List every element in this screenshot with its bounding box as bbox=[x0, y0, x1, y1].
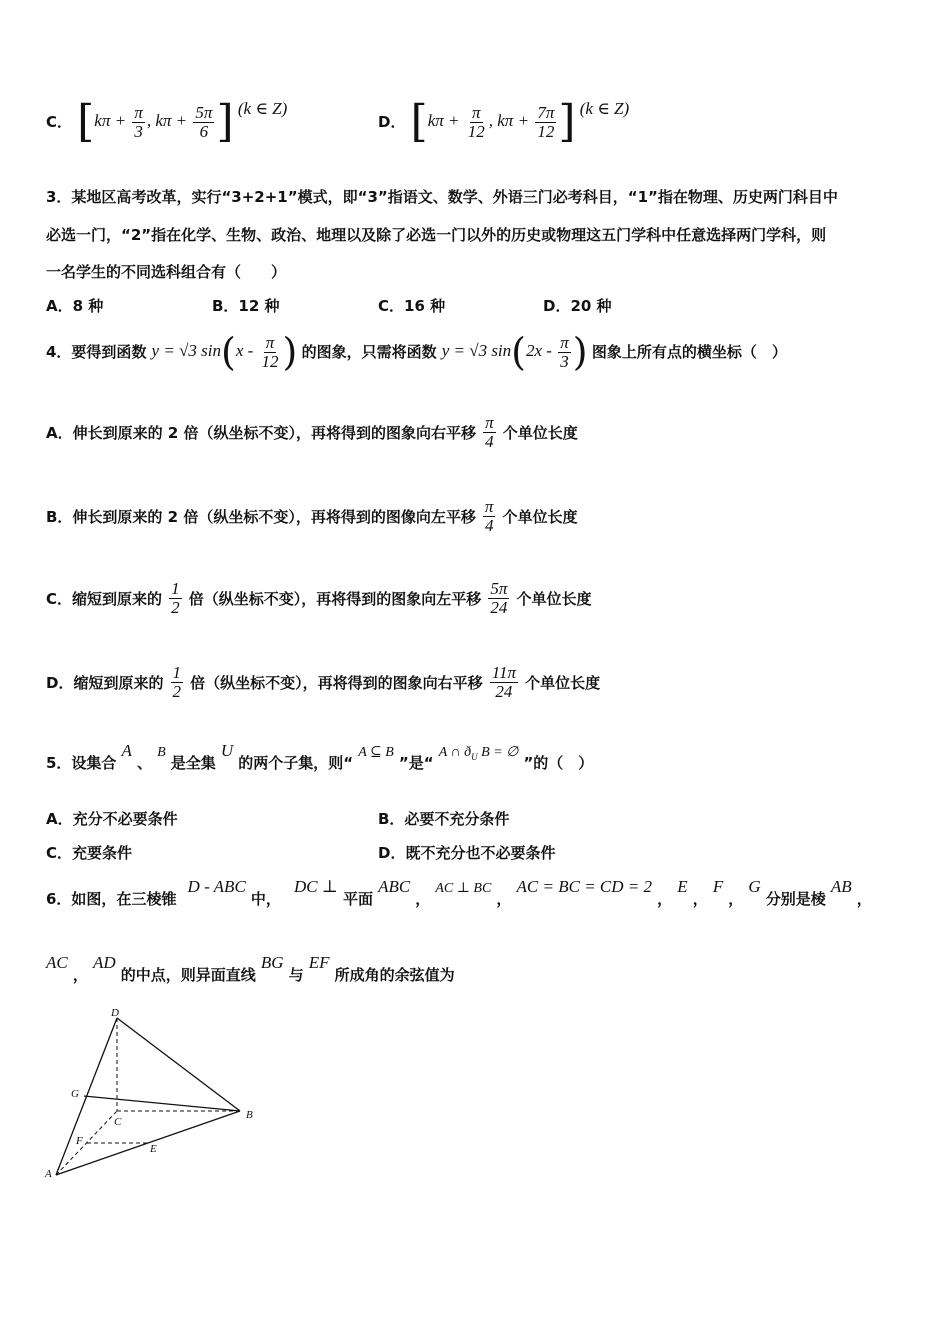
edge-ac bbox=[56, 1111, 117, 1175]
q5-option-a: A．充分不必要条件 bbox=[46, 810, 178, 828]
q5-option-d: D．既不充分也不必要条件 bbox=[378, 844, 556, 862]
label-g: G bbox=[71, 1088, 79, 1100]
interval-expression: [kπ + $\frac{\pi}{12}$ , kπ + $\frac{7\pi}{12}$ ] (k ∈ Z) bbox=[410, 96, 630, 147]
label-a: A bbox=[45, 1168, 52, 1180]
complement-expression: A ∩ $ð_U$ B = ∅ bbox=[438, 745, 519, 762]
edge-db bbox=[117, 1018, 240, 1111]
q3-option-b: B．12 种 bbox=[212, 297, 280, 315]
option-label: D． bbox=[378, 112, 406, 131]
label-c: C bbox=[114, 1116, 122, 1128]
q6-stem-line-2: AC ， AD 的中点，则异面直线 BG 与 EF 所成角的余弦值为 bbox=[46, 953, 455, 984]
q4-option-b: B．伸长到原来的 2 倍（纵坐标不变），再将得到的图像向左平移 $\frac{\pi}{4}$ 个单位长度 bbox=[46, 497, 578, 535]
function-1: y = √3 sin(x - $\frac{\pi}{12}$ ) bbox=[151, 330, 298, 374]
q4-option-d: D．缩短到原来的 $\frac{1}{2}$ 倍（纵坐标不变），再将得到的图象向右平移 $\frac{11\pi}{24}$ 个单位长度 bbox=[46, 663, 601, 701]
q3-line-3: 一名学生的不同选科组合有（ ） bbox=[46, 263, 287, 281]
q6-stem-line-1: 6．如图，在三棱锥 D - ABC 中， DC ⊥ 平面 ABC ， AC ⊥ BC ， AC = BC = CD = 2 ， E ， F ， G 分别是棱 AB ， bbox=[46, 877, 872, 908]
q3-option-c: C．16 种 bbox=[378, 297, 446, 315]
q4-option-a: A．伸长到原来的 2 倍（纵坐标不变），再将得到的图象向右平移 $\frac{\pi}{4}$ 个单位长度 bbox=[46, 413, 578, 451]
interval-expression: [kπ + $\frac{\pi}{3}$ , kπ + $\frac{5\pi}{6}$ ] (k ∈ Z) bbox=[77, 96, 288, 147]
label-e: E bbox=[150, 1143, 157, 1155]
option-label: C． bbox=[46, 112, 73, 131]
label-f: F bbox=[76, 1135, 83, 1147]
label-b: B bbox=[246, 1109, 253, 1121]
q2-option-d bbox=[378, 96, 630, 147]
q4-stem: 4．要得到函数 y = √3 sin(x - $\frac{\pi}{12}$ ) 的图象，只需将函数 y = √3 sin(2x - $\frac{\pi}{3}$ ) 图象上所有点的横坐标（ ） bbox=[46, 330, 787, 374]
q3-line-2: 必选一门，“2”指在化学、生物、政治、地理以及除了必选一门以外的历史或物理这五门学科中任意选择两门学科，则 bbox=[46, 226, 827, 244]
pyramid-figure bbox=[40, 1000, 270, 1190]
function-2: y = √3 sin(2x - $\frac{\pi}{3}$ ) bbox=[441, 330, 588, 374]
edge-gb bbox=[84, 1096, 240, 1111]
q5-option-b: B．必要不充分条件 bbox=[378, 810, 510, 828]
q3-option-d: D．20 种 bbox=[543, 297, 612, 315]
label-d: D bbox=[111, 1007, 119, 1019]
q5-option-c: C．充要条件 bbox=[46, 844, 133, 862]
q2-option-c bbox=[46, 96, 288, 147]
edge-ab bbox=[56, 1111, 240, 1175]
q3-option-a: A．8 种 bbox=[46, 297, 104, 315]
q5-stem: 5．设集合 A 、 B 是全集 U 的两个子集，则“ A ⊆ B ”是“ A ∩ $ð_U$ B = ∅ ”的（ ） bbox=[46, 741, 594, 772]
q4-option-c: C．缩短到原来的 $\frac{1}{2}$ 倍（纵坐标不变），再将得到的图象向左平移 $\frac{5\pi}{24}$ 个单位长度 bbox=[46, 579, 592, 617]
q3-line-1: 3．某地区高考改革，实行“3+2+1”模式，即“3”指语文、数学、外语三门必考科目，“1”指在物理、历史两门科目中 bbox=[46, 188, 838, 206]
